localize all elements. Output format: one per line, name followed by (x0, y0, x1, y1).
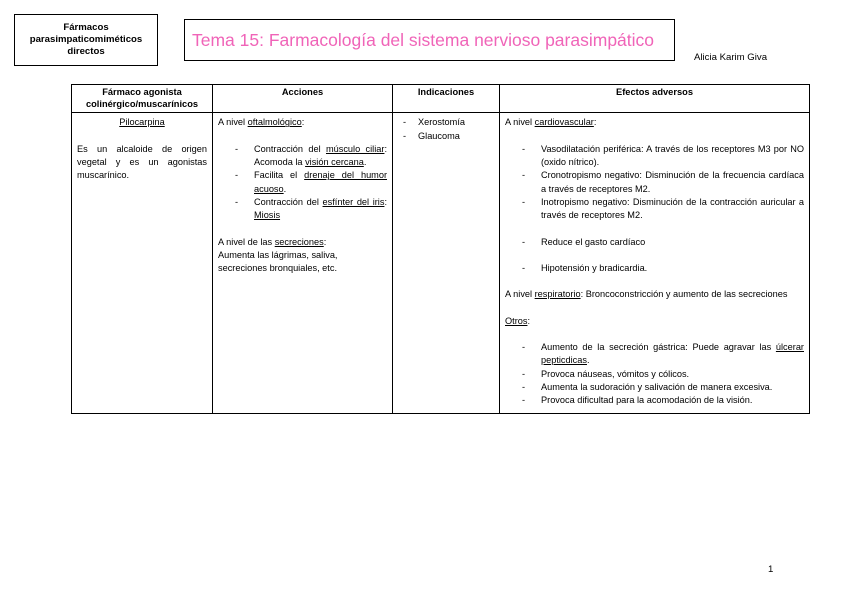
list-item: - Glaucoma (398, 130, 494, 143)
page-title: Tema 15: Farmacología del sistema nervioso parasimpático (192, 29, 655, 50)
list-item: - Xerostomía (398, 116, 494, 129)
list-item: - Provoca náuseas, vómitos y cólicos. (505, 368, 804, 381)
drug-name: Pilocarpina (119, 117, 165, 128)
list-item: - Vasodilatación periférica: A través de los receptores M3 por NO (oxido nítrico). (505, 143, 804, 170)
resp-paragraph: A nivel respiratorio: Broncoconstricción y aumento de las secreciones (505, 289, 788, 300)
otros-heading: Otros: (505, 315, 531, 326)
list-item: - Inotropismo negativo: Disminución de la contracción auricular a través de receptores M2. (505, 196, 804, 223)
indications-list (398, 116, 494, 143)
cardio-heading: A nivel cardiovascular: (505, 117, 597, 128)
otros-effects-list (505, 341, 804, 408)
list-item: - Facilita el drenaje del humor acuoso. (218, 169, 387, 196)
list-item: - Contracción del esfínter del iris: Miosis (218, 196, 387, 223)
list-item: - Contracción del músculo ciliar: Acomoda la visión cercana. (218, 143, 387, 170)
hipotension-list (505, 262, 804, 275)
topic-box (14, 14, 158, 66)
list-item: - Provoca dificultad para la acomodación de la visión. (505, 394, 804, 407)
sec-heading: A nivel de las secreciones: (218, 236, 327, 247)
title-box (184, 19, 675, 61)
list-item: - Aumenta la sudoración y salivación de manera excesiva. (505, 381, 804, 394)
page-number: 1 (768, 564, 774, 575)
cell-efectos (500, 113, 810, 414)
table-header-row (72, 85, 810, 113)
header-efectos: Efectos adversos (500, 85, 810, 113)
cardio-effects-list (505, 143, 804, 223)
cell-farmaco (72, 113, 213, 414)
list-item: - Hipotensión y bradicardia. (505, 262, 804, 275)
gasto-list (505, 236, 804, 249)
header-acciones: Acciones (213, 85, 393, 113)
list-item: - Reduce el gasto cardíaco (505, 236, 804, 249)
pharmacology-table (71, 84, 810, 414)
list-item: - Cronotropismo negativo: Disminución de la frecuencia cardíaca a través de receptores M2. (505, 169, 804, 196)
table-row (72, 113, 810, 414)
oft-heading: A nivel oftalmológico: (218, 117, 305, 128)
header-indicaciones: Indicaciones (393, 85, 500, 113)
sec-text: Aumenta las lágrimas, saliva, secreciones bronquiales, etc. (218, 249, 338, 274)
author-name: Alicia Karim Giva (694, 52, 768, 63)
header-farmaco: Fármaco agonista colinérgico/muscarínicos (72, 85, 213, 113)
drug-description: Es un alcaloide de origen vegetal y es un agonistas muscarínico. (77, 143, 207, 181)
topic-label: Fármacos parasimpaticomiméticos directos (29, 22, 143, 57)
cell-acciones (213, 113, 393, 414)
list-item: - Aumento de la secreción gástrica: Puede agravar las úlcerar pepticdicas. (505, 341, 804, 368)
oft-actions-list (218, 143, 387, 223)
cell-indicaciones (393, 113, 500, 414)
